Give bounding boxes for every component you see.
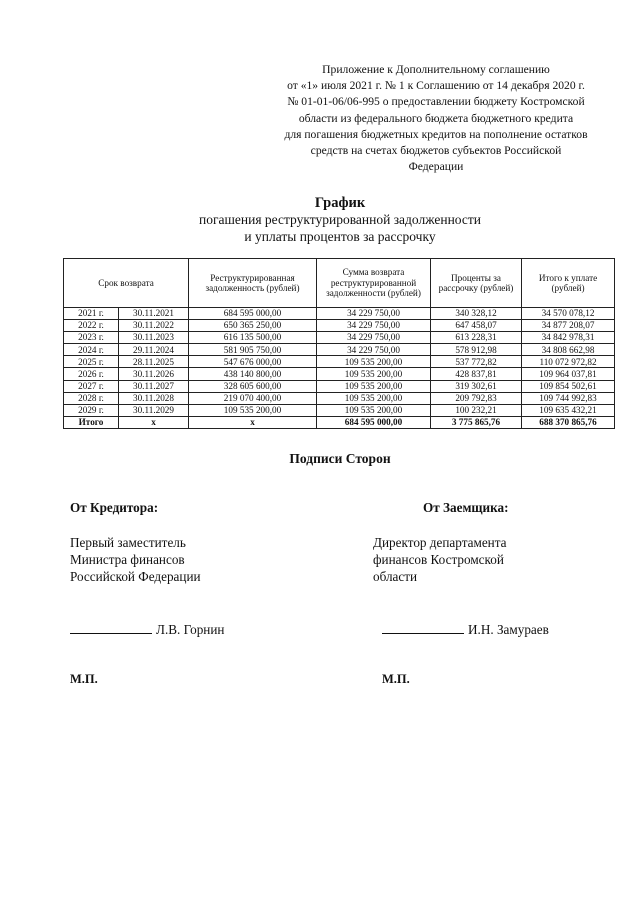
- table-row: [64, 404, 615, 416]
- cell-repayment-amount: 34 229 750,00: [317, 344, 431, 356]
- borrower-seal-mark: М.П.: [382, 672, 410, 686]
- appendix-line: № 01-01-06/06-995 о предоставлении бюджету Костромской: [287, 95, 585, 109]
- col-header-restructured-debt: Реструктурированная задолженность (рублей): [189, 259, 317, 308]
- creditor-block: [70, 500, 201, 585]
- total-label: Итого: [64, 416, 119, 428]
- cell-date: 30.11.2021: [119, 308, 189, 320]
- cell-repayment-amount: 109 535 200,00: [317, 380, 431, 392]
- cell-repayment-amount: 34 229 750,00: [317, 320, 431, 332]
- creditor-position: [70, 534, 201, 585]
- cell-total-due: 109 964 037,81: [522, 368, 615, 380]
- cell-total-due: 109 744 992,83: [522, 392, 615, 404]
- cell-total-due: 34 808 662,98: [522, 344, 615, 356]
- cell-date: 28.11.2025: [119, 356, 189, 368]
- cell-year: 2029 г.: [64, 404, 119, 416]
- cell-date: 30.11.2027: [119, 380, 189, 392]
- cell-interest: 319 302,61: [431, 380, 522, 392]
- cell-year: 2022 г.: [64, 320, 119, 332]
- table-row: [64, 380, 615, 392]
- borrower-block: [373, 500, 509, 585]
- cell-date: 30.11.2029: [119, 404, 189, 416]
- total-cell-date: x: [119, 416, 189, 428]
- total-cell-interest: 3 775 865,76: [431, 416, 522, 428]
- cell-interest: 647 458,07: [431, 320, 522, 332]
- signatures-title: Подписи Сторон: [289, 451, 391, 466]
- total-cell-restructured-debt: x: [189, 416, 317, 428]
- cell-year: 2026 г.: [64, 368, 119, 380]
- table-row: [64, 356, 615, 368]
- table-total-row: [64, 416, 615, 428]
- cell-interest: 100 232,21: [431, 404, 522, 416]
- cell-year: 2027 г.: [64, 380, 119, 392]
- cell-total-due: 34 842 978,31: [522, 332, 615, 344]
- repayment-schedule-table: [63, 258, 615, 429]
- position-line: области: [373, 569, 418, 584]
- borrower-heading: От Заемщика:: [423, 500, 509, 515]
- cell-total-due: 109 854 502,61: [522, 380, 615, 392]
- cell-repayment-amount: 109 535 200,00: [317, 392, 431, 404]
- position-line: финансов Костромской: [373, 552, 504, 567]
- col-header-total-due: Итого к уплате (рублей): [522, 259, 615, 308]
- table-row: [64, 320, 615, 332]
- cell-date: 29.11.2024: [119, 344, 189, 356]
- cell-interest: 209 792,83: [431, 392, 522, 404]
- cell-restructured-debt: 684 595 000,00: [189, 308, 317, 320]
- position-line: Министра финансов: [70, 552, 185, 567]
- borrower-signature-line: [382, 622, 549, 638]
- cell-interest: 340 328,12: [431, 308, 522, 320]
- position-line: Первый заместитель: [70, 535, 186, 550]
- cell-restructured-debt: 547 676 000,00: [189, 356, 317, 368]
- appendix-header: [250, 62, 622, 175]
- cell-interest: 537 772,82: [431, 356, 522, 368]
- cell-restructured-debt: 109 535 200,00: [189, 404, 317, 416]
- cell-year: 2028 г.: [64, 392, 119, 404]
- cell-restructured-debt: 438 140 800,00: [189, 368, 317, 380]
- total-cell-repayment-amount: 684 595 000,00: [317, 416, 431, 428]
- cell-total-due: 109 635 432,21: [522, 404, 615, 416]
- cell-repayment-amount: 109 535 200,00: [317, 368, 431, 380]
- cell-year: 2021 г.: [64, 308, 119, 320]
- appendix-line: для погашения бюджетных кредитов на пополнение остатков: [284, 127, 588, 141]
- appendix-line: от «1» июля 2021 г. № 1 к Соглашению от 14 декабря 2020 г.: [287, 79, 585, 93]
- table-row: [64, 392, 615, 404]
- cell-total-due: 110 072 972,82: [522, 356, 615, 368]
- cell-year: 2025 г.: [64, 356, 119, 368]
- cell-year: 2024 г.: [64, 344, 119, 356]
- cell-interest: 428 837,81: [431, 368, 522, 380]
- cell-interest: 578 912,98: [431, 344, 522, 356]
- table-row: [64, 332, 615, 344]
- cell-interest: 613 228,31: [431, 332, 522, 344]
- cell-repayment-amount: 34 229 750,00: [317, 308, 431, 320]
- subtitle-line: погашения реструктурированной задолженности: [199, 212, 481, 227]
- creditor-signatory-name: Л.В. Горнин: [156, 622, 225, 637]
- table-row: [64, 344, 615, 356]
- cell-year: 2023 г.: [64, 332, 119, 344]
- cell-restructured-debt: 219 070 400,00: [189, 392, 317, 404]
- table-row: [64, 368, 615, 380]
- cell-repayment-amount: 109 535 200,00: [317, 356, 431, 368]
- appendix-line: Приложение к Дополнительному соглашению: [322, 63, 550, 76]
- table-header-row: [64, 259, 615, 308]
- col-header-term: Срок возврата: [64, 259, 189, 308]
- table-row: [64, 308, 615, 320]
- cell-repayment-amount: 34 229 750,00: [317, 332, 431, 344]
- appendix-line: Федерации: [408, 160, 464, 174]
- position-line: Директор департамента: [373, 535, 507, 550]
- creditor-signature-line: [70, 622, 224, 638]
- creditor-heading: От Кредитора:: [70, 500, 159, 515]
- borrower-signatory-name: И.Н. Замураев: [468, 622, 549, 637]
- cell-date: 30.11.2023: [119, 332, 189, 344]
- cell-date: 30.11.2028: [119, 392, 189, 404]
- document-subtitle: [0, 212, 640, 245]
- cell-restructured-debt: 328 605 600,00: [189, 380, 317, 392]
- cell-total-due: 34 570 078,12: [522, 308, 615, 320]
- cell-restructured-debt: 650 365 250,00: [189, 320, 317, 332]
- cell-date: 30.11.2022: [119, 320, 189, 332]
- col-header-interest: Проценты за рассрочку (рублей): [431, 259, 522, 308]
- cell-restructured-debt: 616 135 500,00: [189, 332, 317, 344]
- signature-blank: [70, 623, 152, 634]
- document-title: График: [314, 195, 366, 211]
- cell-date: 30.11.2026: [119, 368, 189, 380]
- position-line: Российской Федерации: [70, 569, 201, 584]
- creditor-seal-mark: М.П.: [70, 672, 98, 686]
- subtitle-line: и уплаты процентов за рассрочку: [244, 228, 436, 244]
- cell-total-due: 34 877 208,07: [522, 320, 615, 332]
- borrower-position: [373, 534, 509, 585]
- total-cell-total-due: 688 370 865,76: [522, 416, 615, 428]
- col-header-repayment-amount: Сумма возврата реструктурированной задолженности (рублей): [317, 259, 431, 308]
- cell-restructured-debt: 581 905 750,00: [189, 344, 317, 356]
- appendix-line: области из федерального бюджета бюджетного кредита: [298, 111, 574, 125]
- appendix-line: средств на счетах бюджетов субъектов Российской: [310, 144, 562, 158]
- cell-repayment-amount: 109 535 200,00: [317, 404, 431, 416]
- signature-blank: [382, 623, 464, 634]
